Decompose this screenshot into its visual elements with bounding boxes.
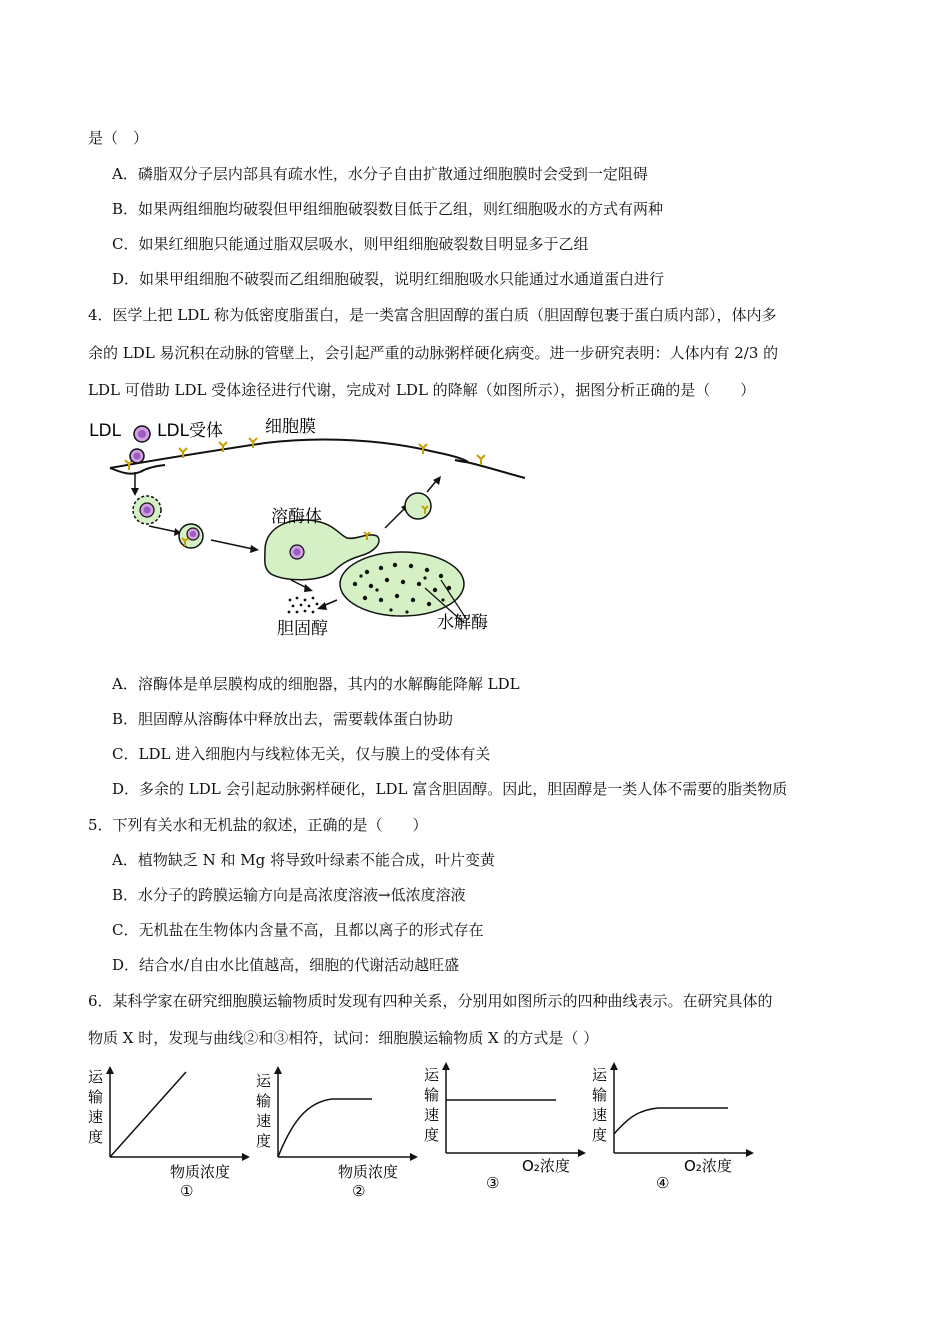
label-hydrolase: 水解酶 [437,613,488,633]
curve-saturation [278,1099,372,1157]
label-ldl: LDL [89,421,122,441]
graph-1-xlabel: 物质浓度 [170,1163,231,1181]
graph-1-number: ① [180,1182,194,1200]
q4-option-c: C．LDL 进入细胞内与线粒体无关，仅与膜上的受体有关 [112,745,491,763]
label-lysosome: 溶酶体 [271,507,322,527]
q5-option-c: C．无机盐在生物体内含量不高，且都以离子的形式存在 [112,921,484,939]
svg-text:输: 输 [424,1086,440,1104]
graph-2 [252,1062,422,1202]
svg-text:输: 输 [88,1088,104,1106]
q4-option-a: A．溶酶体是单层膜构成的细胞器，其内的水解酶能降解 LDL [112,675,520,693]
q5-option-d: D．结合水/自由水比值越高，细胞的代谢活动越旺盛 [112,956,460,974]
svg-text:度: 度 [256,1132,272,1150]
graph-3 [420,1058,590,1198]
curve-linear [110,1072,186,1157]
graph-4-xlabel: O₂浓度 [684,1157,732,1175]
svg-text:度: 度 [592,1126,608,1144]
q3-stem-tail: 是（ ） [88,129,149,147]
ldl-pathway-diagram [85,410,535,645]
q5-stem: 5．下列有关水和无机盐的叙述，正确的是（ ） [88,816,428,834]
cell-membrane [110,440,525,478]
curve-o2-saturation [614,1108,728,1134]
q3-option-c: C．如果红细胞只能通过脂双层吸水，则甲组细胞破裂数目明显多于乙组 [112,235,589,253]
cholesterol-dots [288,597,319,614]
q4-stem-line-2: 余的 LDL 易沉积在动脉的管壁上，会引起严重的动脉粥样硬化病变。进一步研究表明：人体内有 2/3 的 [88,344,779,362]
graph-2-number: ② [352,1182,366,1200]
label-cell-membrane: 细胞膜 [265,417,316,437]
svg-text:运: 运 [88,1068,104,1086]
q4-option-b: B．胆固醇从溶酶体中释放出去，需要载体蛋白协助 [112,710,454,728]
svg-text:输: 输 [256,1092,272,1110]
svg-text:运: 运 [424,1066,440,1084]
graph-2-xlabel: 物质浓度 [338,1163,399,1181]
q3-option-d: D．如果甲组细胞不破裂而乙组细胞破裂，说明红细胞吸水只能通过水通道蛋白进行 [112,270,665,288]
q3-option-a: A．磷脂双分子层内部具有疏水性，水分子自由扩散通过细胞膜时会受到一定阻碍 [112,165,648,183]
svg-text:度: 度 [88,1128,104,1146]
svg-text:速: 速 [88,1108,104,1126]
svg-text:速: 速 [256,1112,272,1130]
svg-text:运: 运 [256,1072,272,1090]
svg-text:速: 速 [424,1106,440,1124]
q4-stem-line-1: 4．医学上把 LDL 称为低密度脂蛋白，是一类富含胆固醇的蛋白质（胆固醇包裹于蛋白质内部），体内多 [88,306,777,324]
q6-stem-line-1: 6．某科学家在研究细胞膜运输物质时发现有四种关系，分别用如图所示的四种曲线表示。在研究具体的 [88,992,773,1010]
svg-text:输: 输 [592,1086,608,1104]
q4-stem-line-3: LDL 可借助 LDL 受体途径进行代谢，完成对 LDL 的降解（如图所示），据图分析正确的是（ ） [88,381,756,399]
graph-4 [588,1058,758,1198]
graph-3-xlabel: O₂浓度 [522,1157,570,1175]
graph-1 [84,1062,254,1202]
q5-option-b: B．水分子的跨膜运输方向是高浓度溶液→低浓度溶液 [112,886,466,904]
graph-4-number: ④ [656,1174,670,1192]
svg-text:度: 度 [424,1126,440,1144]
q4-option-d: D．多余的 LDL 会引起动脉粥样硬化，LDL 富含胆固醇。因此，胆固醇是一类人体不需要的脂类物质 [112,780,788,798]
graph-3-number: ③ [486,1174,500,1192]
label-cholesterol: 胆固醇 [277,619,328,639]
label-ldl-receptor: LDL受体 [157,421,224,441]
q5-option-a: A．植物缺乏 N 和 Mg 将导致叶绿素不能合成，叶片变黄 [112,851,495,869]
q6-stem-line-2: 物质 X 时，发现与曲线②和③相符，试问：细胞膜运输物质 X 的方式是（ ） [88,1029,599,1047]
membrane-receptors [125,438,485,470]
q3-option-b: B．如果两组细胞均破裂但甲组细胞破裂数目低于乙组，则红细胞吸水的方式有两种 [112,200,664,218]
svg-text:速: 速 [592,1106,608,1124]
svg-text:运: 运 [592,1066,608,1084]
